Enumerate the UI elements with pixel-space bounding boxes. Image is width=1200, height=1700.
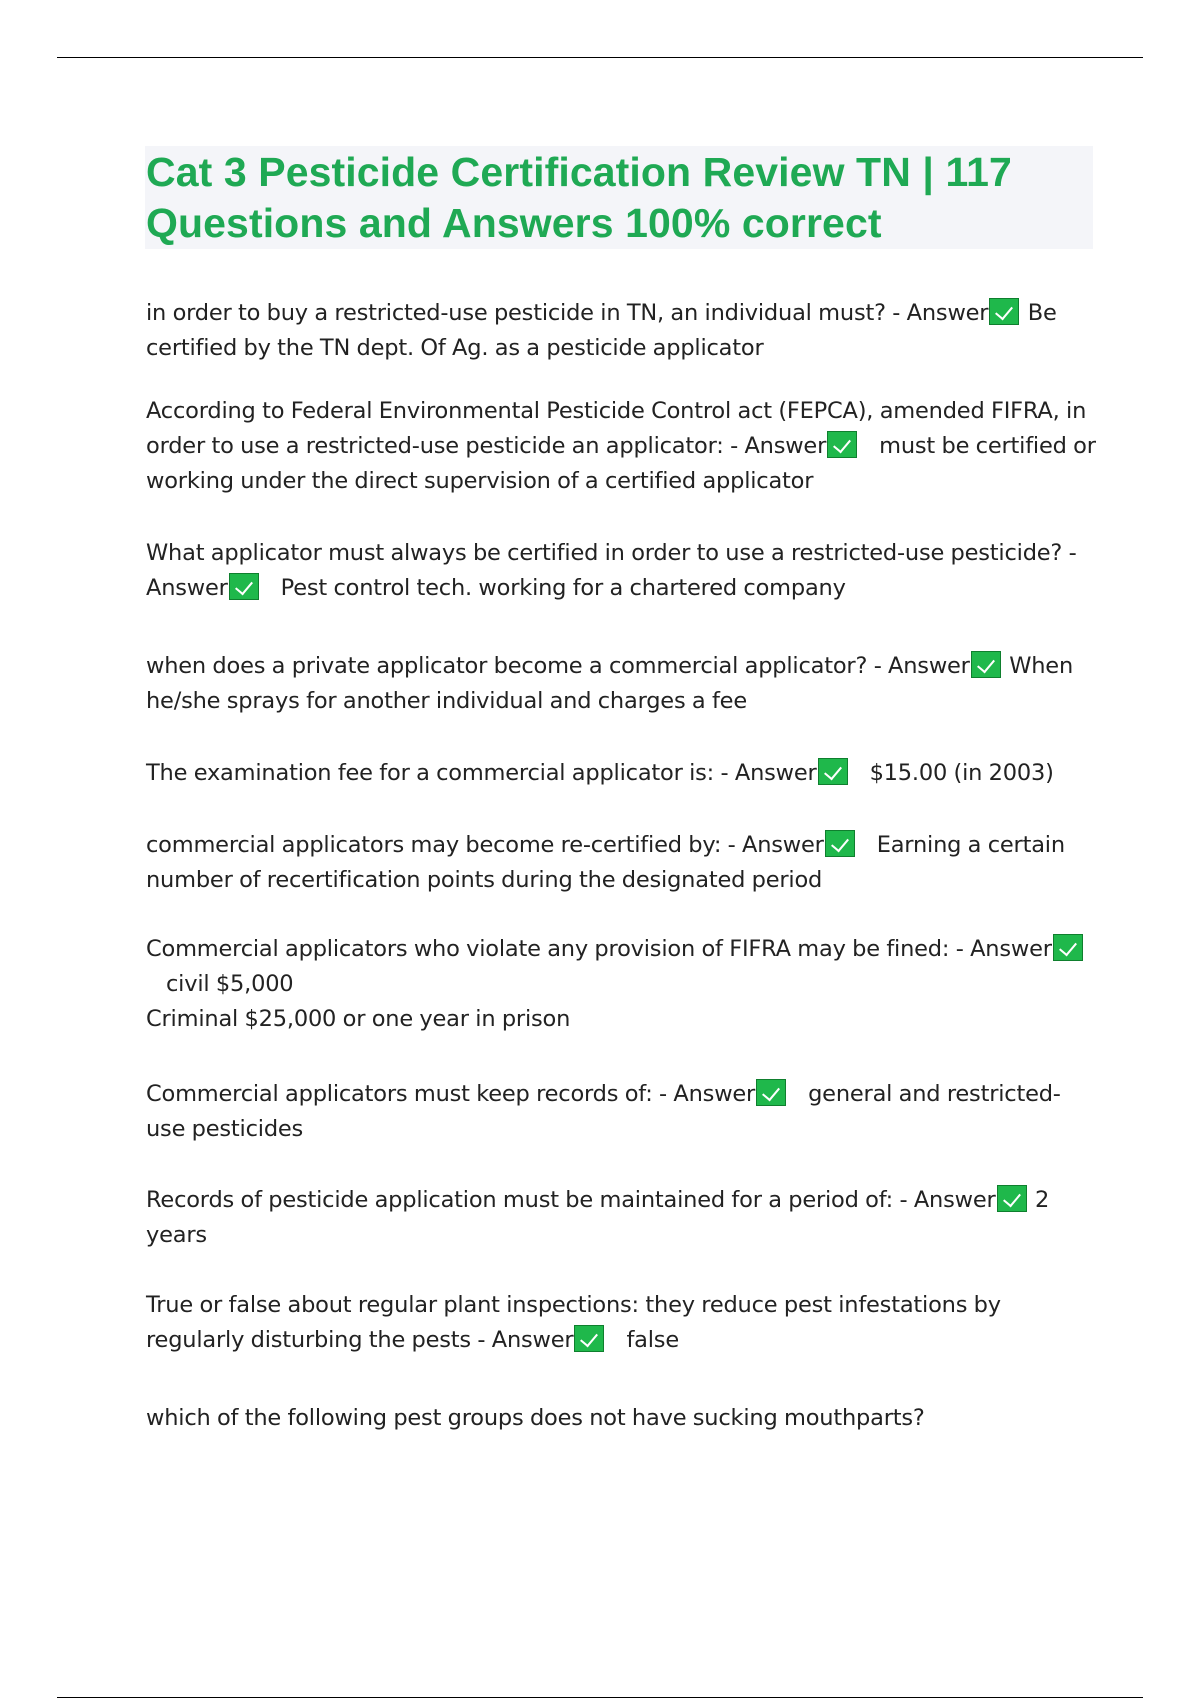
green-checkmark-icon xyxy=(818,758,848,785)
green-checkmark-icon xyxy=(827,431,857,458)
answer-text: civil $5,000 Criminal $25,000 or one year in prison xyxy=(146,971,571,1032)
answer-marker: - Answer xyxy=(659,1081,756,1107)
answer-marker: - Answer xyxy=(720,760,817,786)
answer-text: false xyxy=(626,1327,679,1353)
answer-text: $15.00 (in 2003) xyxy=(869,760,1054,786)
question-text: commercial applicators may become re-certified by: xyxy=(146,832,722,858)
question-text: True or false about regular plant inspections: they reduce pest infestations by regularly disturbing the pests xyxy=(146,1292,1001,1353)
answer-text: general and restricted-use pesticides xyxy=(146,1081,1061,1142)
qa-item xyxy=(146,1401,925,1436)
qa-item xyxy=(146,932,1096,1037)
qa-item xyxy=(146,1288,1096,1358)
qa-item xyxy=(146,536,1096,606)
answer-marker: - Answer xyxy=(899,1187,996,1213)
qa-item xyxy=(146,649,1096,719)
document-title: Cat 3 Pesticide Certification Review TN | 117 Questions and Answers 100% correct xyxy=(146,149,1012,246)
qa-item xyxy=(146,394,1103,499)
green-checkmark-icon xyxy=(989,298,1019,325)
green-checkmark-icon xyxy=(756,1079,786,1106)
question-text: when does a private applicator become a commercial applicator? xyxy=(146,653,868,679)
qa-item xyxy=(146,296,1096,366)
bottom-rule xyxy=(57,1697,1143,1698)
question-text: The examination fee for a commercial applicator is: xyxy=(146,760,715,786)
answer-text: Pest control tech. working for a chartered company xyxy=(280,575,846,601)
qa-item xyxy=(146,1077,1096,1147)
green-checkmark-icon xyxy=(1053,934,1083,961)
title-box xyxy=(145,146,1093,249)
question-text: which of the following pest groups does not have sucking mouthparts? xyxy=(146,1405,925,1431)
question-text: in order to buy a restricted-use pesticide in TN, an individual must? xyxy=(146,300,886,326)
green-checkmark-icon xyxy=(971,651,1001,678)
question-text: Records of pesticide application must be maintained for a period of: xyxy=(146,1187,894,1213)
green-checkmark-icon xyxy=(997,1185,1027,1212)
question-text: Commercial applicators who violate any provision of FIFRA may be fined: xyxy=(146,936,950,962)
answer-marker: - Answer xyxy=(955,936,1052,962)
question-text: What applicator must always be certified in order to use a restricted-use pesticide? xyxy=(146,540,1063,566)
answer-text: Be certified by the TN dept. Of Ag. as a pesticide applicator xyxy=(146,300,1064,361)
answer-text: 2 years xyxy=(146,1187,1056,1248)
answer-text: must be certified or working under the direct supervision of a certified applicator xyxy=(146,433,1103,494)
answer-text: Earning a certain number of recertification points during the designated period xyxy=(146,832,1072,893)
answer-marker: - Answer xyxy=(873,653,970,679)
answer-marker: - Answer xyxy=(727,832,824,858)
answer-marker: - Answer xyxy=(477,1327,574,1353)
question-text: According to Federal Environmental Pesticide Control act (FEPCA), amended FIFRA, in order to use a restricted-use pesticide an applicator: xyxy=(146,398,1087,459)
green-checkmark-icon xyxy=(825,830,855,857)
answer-marker: - Answer xyxy=(146,540,1077,601)
qa-item xyxy=(146,828,1096,898)
top-rule xyxy=(57,57,1143,58)
question-text: Commercial applicators must keep records of: xyxy=(146,1081,653,1107)
qa-item xyxy=(146,756,1054,791)
answer-marker: - Answer xyxy=(730,433,827,459)
answer-text: When he/she sprays for another individual and charges a fee xyxy=(146,653,1080,714)
answer-marker: - Answer xyxy=(892,300,989,326)
green-checkmark-icon xyxy=(574,1325,604,1352)
green-checkmark-icon xyxy=(229,573,259,600)
qa-item xyxy=(146,1183,1096,1253)
